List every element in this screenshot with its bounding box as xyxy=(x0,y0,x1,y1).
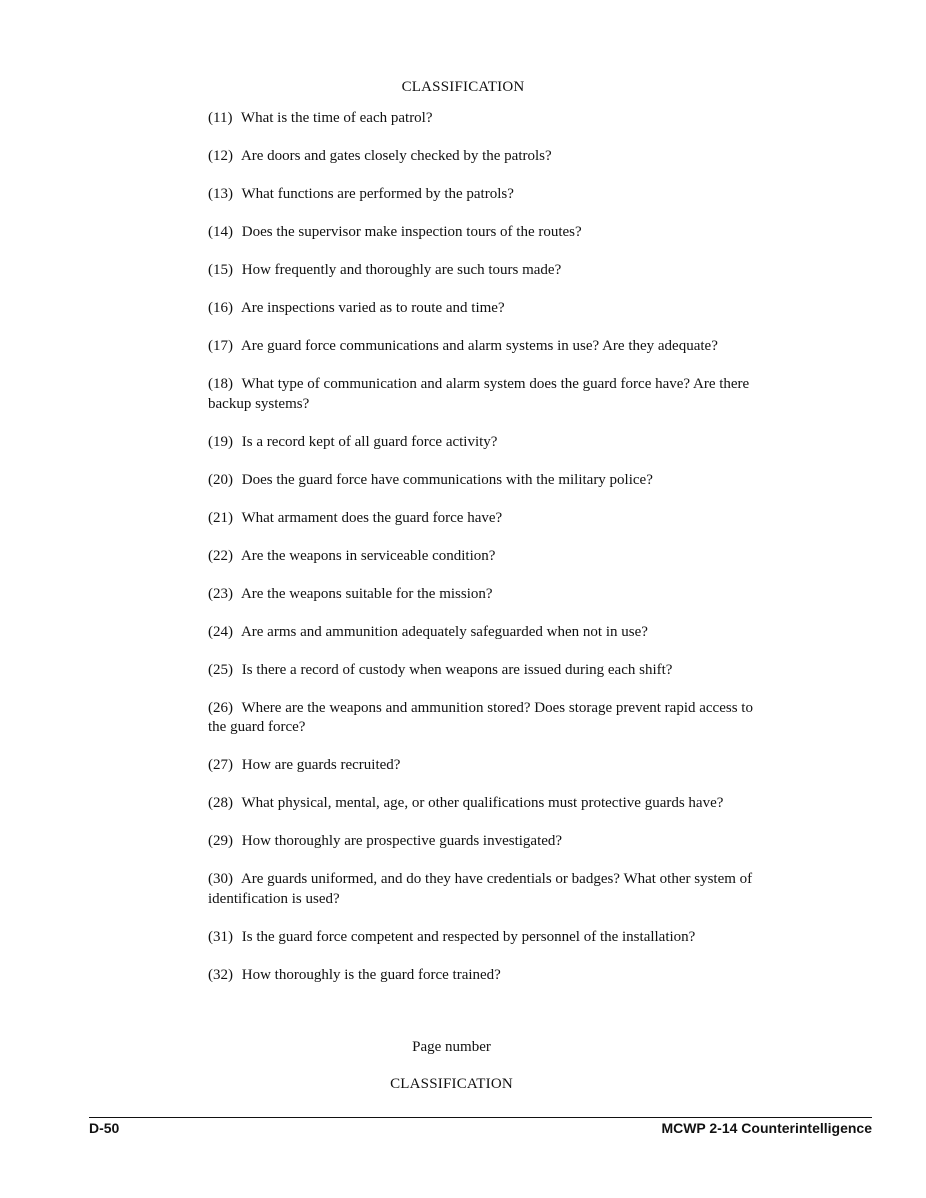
question-item xyxy=(208,928,753,948)
question-list xyxy=(208,109,753,1004)
question-item xyxy=(208,509,753,529)
question-number: (27) xyxy=(208,757,233,773)
question-item xyxy=(208,699,753,738)
question-text: How are guards recruited? xyxy=(241,757,401,773)
question-number: (23) xyxy=(208,585,233,602)
question-text: What is the time of each patrol? xyxy=(240,110,433,126)
question-text: Are inspections varied as to route and time? xyxy=(240,300,505,316)
question-text: How thoroughly are prospective guards investigated? xyxy=(241,833,563,849)
question-item xyxy=(208,375,753,414)
question-item xyxy=(208,966,753,986)
question-text: What functions are performed by the patrols? xyxy=(241,186,514,202)
question-text: Is a record kept of all guard force activity? xyxy=(241,433,498,450)
question-text: What type of communication and alarm system does the guard force have? Are there backup systems? xyxy=(208,376,750,412)
question-number: (12) xyxy=(208,148,233,164)
question-item xyxy=(208,147,753,167)
footer-divider xyxy=(89,1117,872,1118)
question-number: (19) xyxy=(208,433,233,450)
question-number: (29) xyxy=(208,833,233,849)
footer-page-id: D-50 xyxy=(89,1120,120,1136)
question-number: (15) xyxy=(208,262,233,278)
question-text: Are guards uniformed, and do they have credentials or badges? What other system of identification is used? xyxy=(208,871,753,907)
question-item xyxy=(208,433,753,453)
question-number: (25) xyxy=(208,661,233,678)
question-item xyxy=(208,756,753,776)
question-number: (16) xyxy=(208,300,233,316)
question-text: Are the weapons suitable for the mission? xyxy=(240,585,493,602)
question-number: (32) xyxy=(208,966,233,983)
question-text: Are arms and ammunition adequately safeguarded when not in use? xyxy=(240,623,648,640)
question-number: (13) xyxy=(208,186,233,202)
question-number: (24) xyxy=(208,623,233,640)
question-number: (30) xyxy=(208,871,233,887)
question-item xyxy=(208,832,753,852)
question-number: (21) xyxy=(208,509,233,526)
question-item xyxy=(208,661,753,681)
question-text: Is there a record of custody when weapons are issued during each shift? xyxy=(241,661,673,678)
question-number: (28) xyxy=(208,795,233,811)
question-item xyxy=(208,870,753,909)
page-number-placeholder: Page number xyxy=(412,1039,491,1055)
question-text: Does the guard force have communications with the military police? xyxy=(241,471,653,488)
question-text: Are doors and gates closely checked by the patrols? xyxy=(240,148,552,164)
question-number: (22) xyxy=(208,547,233,564)
question-item xyxy=(208,585,753,605)
question-number: (20) xyxy=(208,471,233,488)
question-number: (17) xyxy=(208,338,233,354)
bottom-classification-marking: CLASSIFICATION xyxy=(390,1076,513,1092)
question-item xyxy=(208,299,753,319)
question-item xyxy=(208,547,753,567)
question-item xyxy=(208,623,753,643)
question-item xyxy=(208,794,753,814)
question-number: (11) xyxy=(208,110,233,126)
question-item xyxy=(208,261,753,281)
top-classification-marking: CLASSIFICATION xyxy=(401,79,525,95)
question-item xyxy=(208,223,753,243)
question-text: Is the guard force competent and respected by personnel of the installation? xyxy=(241,928,696,945)
question-item xyxy=(208,109,753,129)
question-item xyxy=(208,337,753,357)
question-text: How frequently and thoroughly are such tours made? xyxy=(241,262,562,278)
question-item xyxy=(208,185,753,205)
question-number: (18) xyxy=(208,376,233,392)
question-text: How thoroughly is the guard force trained? xyxy=(241,966,501,983)
question-text: What armament does the guard force have? xyxy=(241,509,503,526)
question-number: (31) xyxy=(208,928,233,945)
question-text: Where are the weapons and ammunition stored? Does storage prevent rapid access to the guard force? xyxy=(208,699,753,735)
question-item xyxy=(208,471,753,491)
question-text: Are the weapons in serviceable condition? xyxy=(240,547,496,564)
question-text: Does the supervisor make inspection tours of the routes? xyxy=(241,224,582,240)
question-number: (14) xyxy=(208,224,233,240)
question-text: Are guard force communications and alarm systems in use? Are they adequate? xyxy=(240,338,718,354)
footer-publication-title: MCWP 2-14 Counterintelligence xyxy=(661,1120,872,1136)
question-number: (26) xyxy=(208,699,233,716)
question-text: What physical, mental, age, or other qualifications must protective guards have? xyxy=(241,795,724,811)
